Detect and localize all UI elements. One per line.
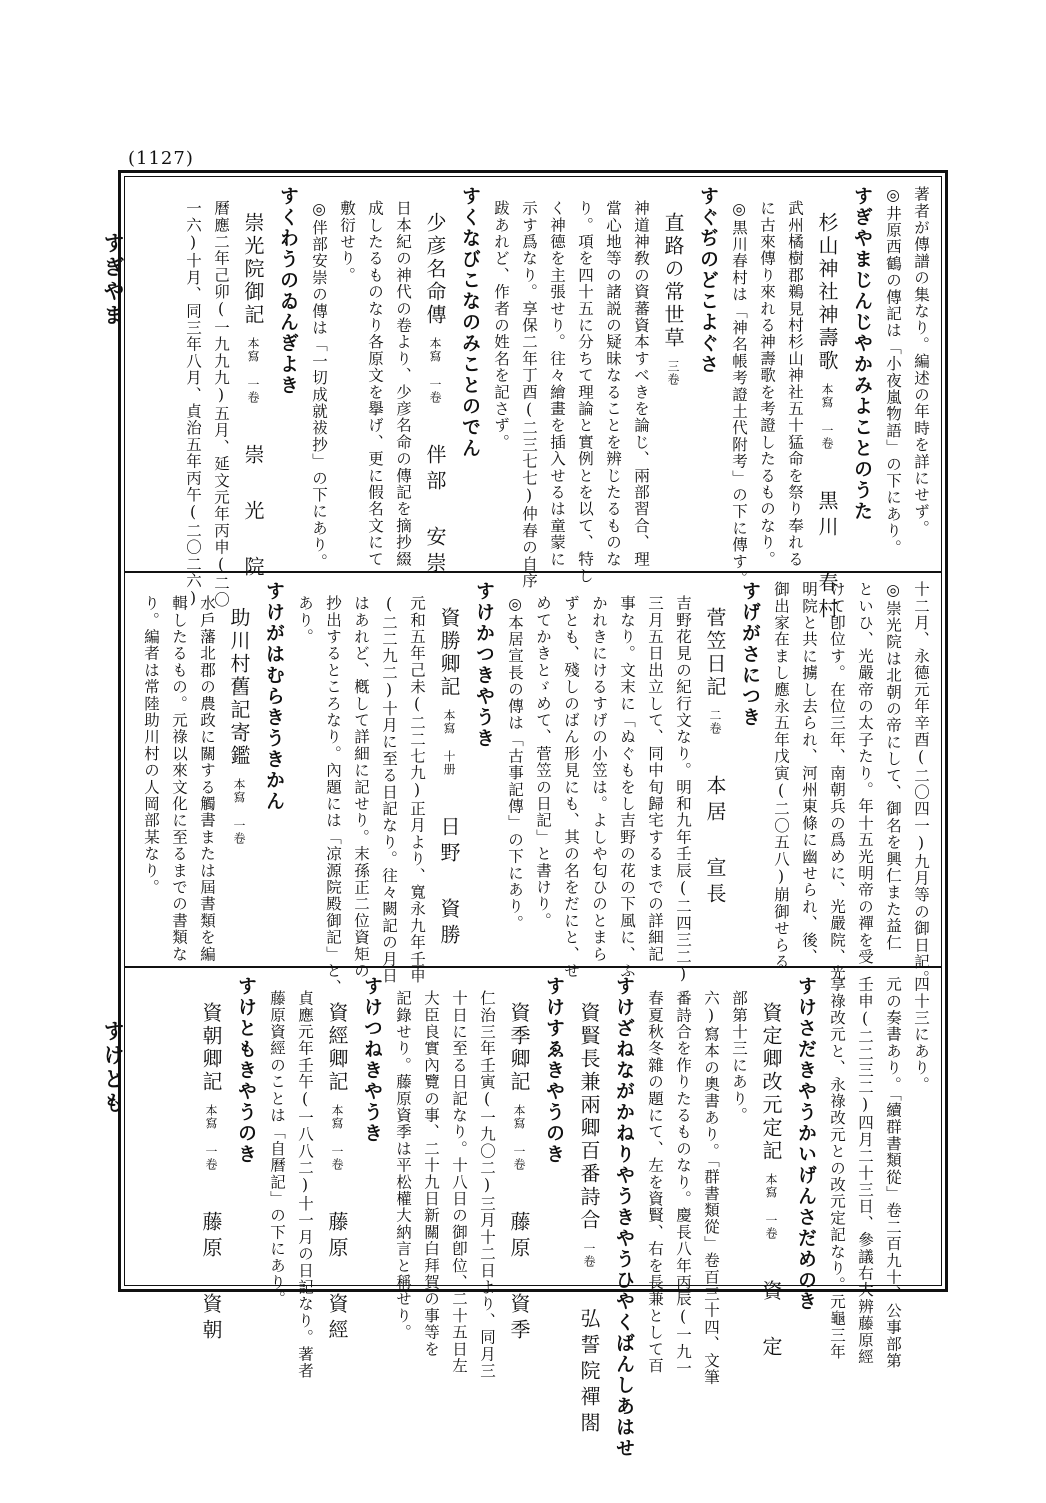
- volume-note: 一卷: [582, 1242, 596, 1268]
- text-line: ◎黒川春村は「神名帳考證土代附考」の下に傳す。: [730, 200, 748, 587]
- author-name: 資 定: [759, 1280, 783, 1362]
- entry-heading: すけともきやうのき: [235, 976, 257, 1165]
- text-line: 武州橘樹郡鵜見村杉山神社五十猛命を祭り奉れる: [786, 200, 804, 568]
- volume-note: 本寫 十册: [442, 709, 456, 776]
- entry-heading: すけがはむらきうきかん: [263, 581, 285, 812]
- text-line: 四十三にあり。: [912, 976, 930, 1093]
- text-line: 神道神敎の資蕃資本すべきを論じ、兩部習合、理: [632, 200, 650, 568]
- volume-note: 本寫 一卷: [512, 1104, 526, 1171]
- text-line: 部第十三にあり。: [730, 990, 748, 1124]
- text-line: 享祿改元と、永祿改元との改元定記なり。元龜三年: [828, 976, 846, 1361]
- entry-heading: すげがさにつき: [739, 581, 761, 728]
- entry-title-line: [236, 186, 270, 582]
- volume-note: 本寫 一卷: [330, 1104, 344, 1171]
- text-line: 元和五年己未(二二七九)正月より、寬永九年壬申: [408, 595, 426, 985]
- text-line: 十日に至る日記なり。十八日の御卽位、二十五日左: [450, 990, 468, 1375]
- text-line: 十二月、永德元年辛酉(二〇四一)九月等の御日記。: [912, 581, 930, 987]
- entry-title-line: [572, 976, 606, 1438]
- work-title: 資季卿記: [507, 1002, 531, 1094]
- text-line: 記錄せり。藤原資季は平松權大納言と稱せり。: [394, 990, 412, 1341]
- work-title: 資賢長兼兩卿百番詩合: [577, 1002, 601, 1232]
- entry-title-line: [418, 186, 452, 578]
- text-line: 示す爲なり。享保二年丁酉(二三七七)仲春の自序: [520, 200, 538, 590]
- text-line: り。編者は常陸助川村の人岡部某なり。: [142, 595, 160, 896]
- entry-heading: すくなびこなのみことのでん: [459, 186, 481, 459]
- work-title: 助川村舊記寄鑑: [227, 607, 251, 768]
- work-title: 崇光院御記: [241, 212, 265, 327]
- entry-heading: すくわうのゐんぎよき: [277, 186, 299, 396]
- text-line: く神德を主張せり。往々繪畫を插入せるは童蒙に: [548, 200, 566, 568]
- text-line: 曆應二年己卯(一九九九)五月、延文元年丙申(二〇: [212, 200, 230, 609]
- entry-title-line: [754, 976, 788, 1362]
- entry-heading: すけざねながかねりやうきやうひやくばんしあはせ: [613, 976, 635, 1459]
- text-line: ◎本居宣長の傳は「古事記傳」の下にあり。: [506, 595, 524, 932]
- author-name: 黒川 春村: [815, 490, 839, 624]
- text-band-middle: [124, 573, 942, 996]
- text-line: 水戶藩北郡の農政に關する觸書または屆書類を編: [198, 595, 216, 963]
- text-band-bottom: [124, 968, 942, 1459]
- text-line: 事なり。文末に「ぬぐもをし吉野の花の下風に、ふ: [618, 595, 636, 980]
- text-line: 當心地等の諸説の疑昧なることを辨じたるものな: [604, 200, 622, 568]
- volume-note: 本寫 一卷: [820, 383, 834, 450]
- text-line: 六)寫本の奧書あり。「群書類從」卷百三十四、文筆: [702, 990, 720, 1386]
- text-line: 著者が傳譜の集なり。編述の年時を詳にせず。: [912, 186, 930, 537]
- text-line: 貞應元年壬午(一八八二)十一月の日記なり。著者: [296, 990, 314, 1380]
- text-line: 敷衍せり。: [338, 200, 356, 284]
- entry-heading: すけかつきやうき: [473, 581, 495, 749]
- entry-title-line: [194, 976, 228, 1345]
- running-head-bottom: すけとも: [101, 1020, 126, 1116]
- text-line: 番詩合を作りたるものなり。慶長八年丙辰(一九一: [674, 990, 692, 1377]
- author-name: 弘誓院禪閤: [577, 1308, 601, 1438]
- author-name: 伴部 安崇: [423, 444, 447, 578]
- text-line: り。項を四十五に分ちて理論と實例とを以て、特し: [576, 200, 594, 585]
- entry-title-line: [698, 581, 732, 958]
- work-title: 資朝卿記: [199, 1002, 223, 1094]
- volume-note: 本寫 一卷: [204, 1104, 218, 1171]
- text-line: 日本紀の神代の卷より、少彦名命の傳記を摘抄綴: [394, 200, 412, 568]
- entry-heading: すけすゑきやうのき: [543, 976, 565, 1165]
- entry-title-line: [222, 581, 256, 958]
- text-line: 元の奏書あり。「續群書類從」卷二百九十、公事部第: [884, 976, 902, 1370]
- text-line: に古來傳り來れる神壽歌を考證したるものなり。: [758, 200, 776, 568]
- author-name: 藤原 資季: [507, 1211, 531, 1345]
- text-line: 御出家在まし應永五年戊寅(二〇五八)崩御せらる: [772, 581, 790, 971]
- page-number: (1127): [128, 148, 194, 169]
- text-line: ずとも、殘しのばん形見にも、其の名をだにと、せ: [562, 595, 580, 980]
- text-line: 仁治三年壬寅(一九〇二)三月十二日より、同月三: [478, 990, 496, 1380]
- entry-heading: すけさだきやうかいげんさだめのき: [795, 976, 817, 1312]
- text-line: 一六)十月、同三年八月、貞治五年丙午(二〇二六): [184, 200, 202, 609]
- text-line: 藤原資經のことは「自曆記」の下にあり。: [268, 990, 286, 1308]
- work-title: 資定卿改元定記: [759, 1002, 783, 1163]
- text-line: 明院と共に擄し去られ、河州東條に幽せられ、後、: [800, 581, 818, 966]
- work-title: 直路の常世草: [661, 212, 685, 350]
- entry-title-line: [432, 581, 466, 958]
- work-title: 菅笠日記: [703, 607, 727, 699]
- volume-note: 三卷: [666, 360, 680, 386]
- author-name: 日野 資勝: [437, 816, 461, 950]
- work-title: 資勝卿記: [437, 607, 461, 699]
- work-title: 杉山神社神壽歌: [815, 212, 839, 373]
- volume-note: 本寫 一卷: [232, 778, 246, 845]
- text-line: 輯したるもの。元祿以來文化に至るまでの書類な: [170, 595, 188, 963]
- entry-heading: すぐぢのどこよぐさ: [697, 186, 719, 375]
- work-title: 資經卿記: [325, 1002, 349, 1094]
- text-line: けて卽位す。在位三年、南朝兵の爲めに、光嚴院、光: [828, 581, 846, 982]
- text-line: 大臣良實內覽の事、二十九日新關白拜賀の事等を: [422, 990, 440, 1358]
- text-line: かれきにけるすげの小笠は。よしや匂ひのとまら: [590, 595, 608, 963]
- text-line: 春夏秋冬雜の題にて、左を資賢、右を長兼として百: [646, 990, 664, 1375]
- text-line: めてかきとゞめて、菅笠の日記」と書けり。: [534, 595, 552, 929]
- text-line: 壬申(二二三二)四月二十三日、參議右大辨藤原經: [856, 976, 874, 1366]
- author-name: 本居 宣長: [703, 775, 727, 909]
- text-band-top: [124, 178, 942, 624]
- text-line: 成したるものなり各原文を擧げ、更に假名文にて: [366, 200, 384, 568]
- entry-heading: すぎやまじんじやかみよことのうた: [851, 186, 873, 522]
- text-line: 抄出するところなり。內題には「凉源院殿御記」と、: [324, 595, 342, 996]
- text-line: 吉野花見の紀行文なり。明和九年壬辰(二四三二): [674, 595, 692, 985]
- entry-heading: すけつねきやうき: [361, 976, 383, 1144]
- author-name: 藤原 資經: [325, 1211, 349, 1345]
- text-line: (二二九二)十月に至る日記なり。往々闕記の月日: [380, 595, 398, 985]
- text-line: はあれど、槪して詳細に記せり。末孫正二位資矩の: [352, 595, 370, 980]
- text-line: 三月五日出立して、同中旬歸宅するまでの詳細記: [646, 595, 664, 963]
- entry-title-line: [320, 976, 354, 1345]
- work-title: 少彦名命傳: [423, 212, 447, 327]
- entry-title-line: [810, 186, 844, 624]
- text-line: ◎伴部安崇の傳は「一切成就祓抄」の下にあり。: [310, 200, 328, 570]
- text-line: 跋あれど、作者の姓名を記さず。: [492, 200, 510, 451]
- text-line: といひ、光嚴帝の太子たり。年十五光明帝の禪を受: [856, 581, 874, 966]
- entry-title-line: [656, 186, 690, 563]
- volume-note: 本寫 一卷: [428, 337, 442, 404]
- volume-note: 本寫 一卷: [764, 1173, 778, 1240]
- text-line: あり。: [296, 595, 314, 646]
- text-line: ◎崇光院は北朝の帝にして、御名を興仁また益仁: [884, 581, 902, 951]
- author-name: 藤原 資朝: [199, 1211, 223, 1345]
- running-head-top: すぎやま: [101, 232, 126, 328]
- entry-title-line: [502, 976, 536, 1345]
- text-line: ◎井原西鶴の傳記は「小夜嵐物語」の下にあり。: [884, 186, 902, 556]
- volume-note: 二卷: [708, 709, 722, 735]
- author-name: 崇 光 院: [241, 444, 265, 582]
- volume-note: 本寫 一卷: [246, 337, 260, 404]
